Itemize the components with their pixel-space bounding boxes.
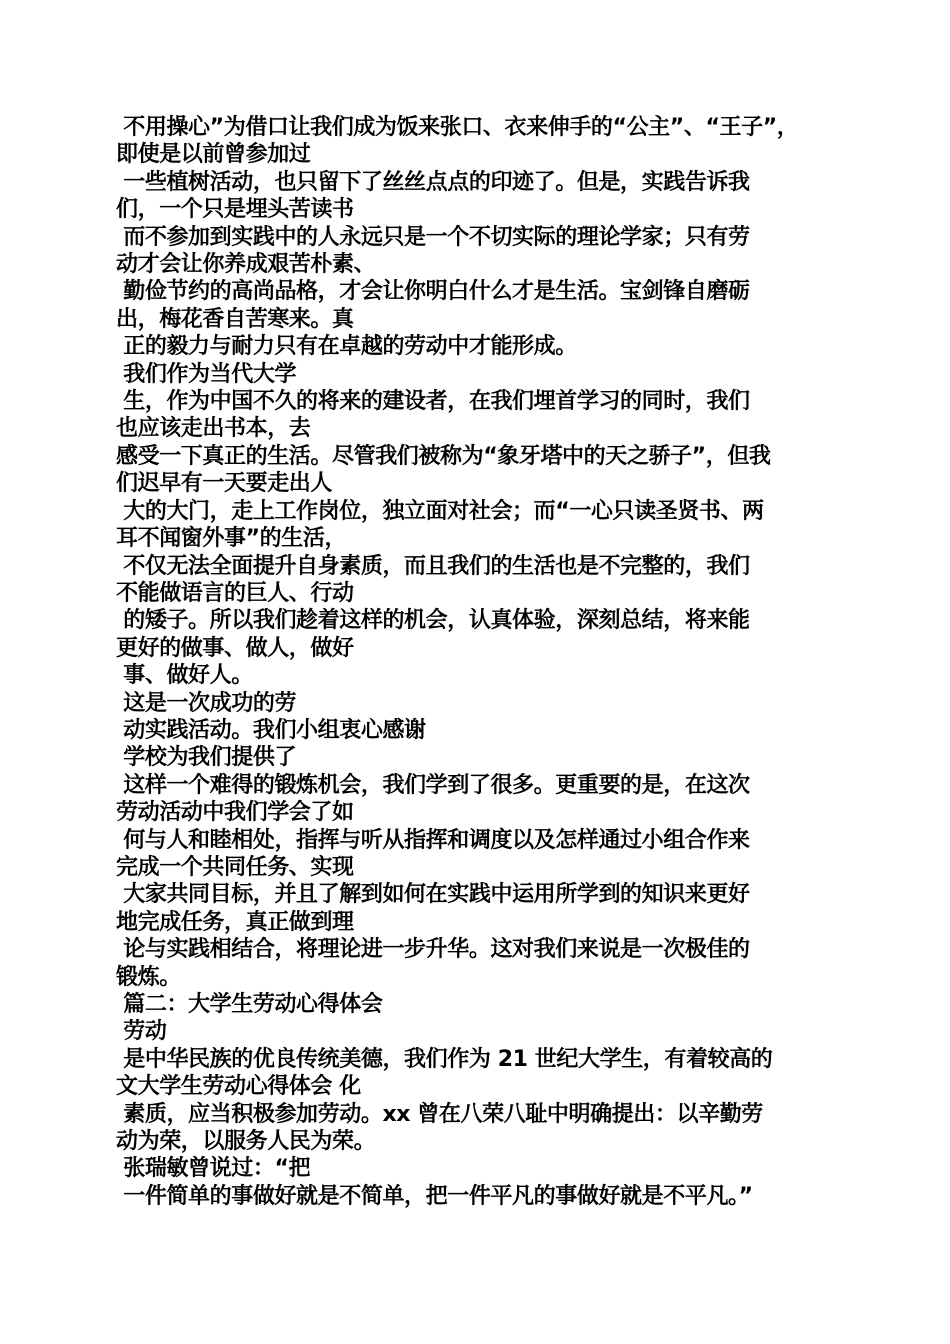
text-line: 劳动: [116, 1019, 167, 1045]
text-line: 动为荣，以服务人民为荣。: [116, 1129, 376, 1155]
text-line: 何与人和睦相处，指挥与听从指挥和调度以及怎样通过小组合作来: [116, 827, 750, 853]
text-line: 这样一个难得的锻炼机会，我们学到了很多。更重要的是，在这次: [116, 772, 750, 798]
text-line: 感受一下真正的生活。尽管我们被称为“象牙塔中的天之骄子”，但我: [116, 443, 771, 469]
section-heading: 篇二：大学生劳动心得体会: [116, 992, 383, 1017]
text-line: 是中华民族的优良传统美德，我们作为 21 世纪大学生，有着较高的: [116, 1046, 773, 1072]
text-line: 大家共同目标，并且了解到如何在实践中运用所学到的知识来更好: [116, 882, 750, 908]
document-body: [116, 114, 832, 1210]
text-line: 地完成任务，真正做到理: [116, 909, 354, 935]
text-line: 大的大门，走上工作岗位，独立面对社会；而“一心只读圣贤书、两: [116, 498, 764, 524]
text-line: 不用操心”为借口让我们成为饭来张口、衣来伸手的“公主”、“王子”，: [116, 115, 799, 140]
text-line: 一件简单的事做好就是不简单，把一件平凡的事做好就是不平凡。”: [116, 1183, 753, 1209]
text-line: 事、做好人。: [116, 663, 253, 689]
text-line: 更好的做事、做人，做好: [116, 635, 354, 661]
text-line: 完成一个共同任务、实现: [116, 854, 354, 880]
text-line: 们迟早有一天要走出人: [116, 471, 333, 497]
text-line: 动才会让你养成艰苦朴素、: [116, 252, 376, 278]
text-line: 劳动活动中我们学会了如: [116, 800, 354, 826]
text-line: 不仅无法全面提升自身素质，而且我们的生活也是不完整的，我们: [116, 553, 750, 579]
text-line: 耳不闻窗外事”的生活，: [116, 526, 347, 552]
text-line: 这是一次成功的劳: [116, 690, 297, 716]
text-line: 勤俭节约的高尚品格，才会让你明白什么才是生活。宝剑锋自磨砺: [116, 279, 750, 305]
text-line: 张瑞敏曾说过：“把: [116, 1156, 311, 1182]
text-line: 一些植树活动，也只留下了丝丝点点的印迹了。但是，实践告诉我: [116, 169, 750, 195]
text-line: 们，一个只是埋头苦读书: [116, 197, 354, 223]
text-line: 锻炼。: [116, 964, 181, 990]
text-line: 学校为我们提供了: [116, 745, 297, 771]
text-line: 的矮子。所以我们趁着这样的机会，认真体验，深刻总结，将来能: [116, 608, 750, 634]
text-line: 生，作为中国不久的将来的建设者，在我们埋首学习的同时，我们: [116, 389, 750, 415]
text-line: 动实践活动。我们小组衷心感谢: [116, 717, 426, 743]
text-line: 素质，应当积极参加劳动。xx 曾在八荣八耻中明确提出：以辛勤劳: [116, 1101, 763, 1127]
text-line: 正的毅力与耐力只有在卓越的劳动中才能形成。: [116, 334, 577, 360]
text-line: 而不参加到实践中的人永远只是一个不切实际的理论学家；只有劳: [116, 224, 750, 250]
text-line: 出，梅花香自苦寒来。真: [116, 306, 354, 332]
text-line: 论与实践相结合，将理论进一步升华。这对我们来说是一次极佳的: [116, 937, 750, 963]
text-line: 不能做语言的巨人、行动: [116, 580, 354, 606]
text-line: 即使是以前曾参加过: [116, 142, 311, 168]
text-line: 文大学生劳动心得体会 化: [116, 1074, 361, 1100]
text-line: 也应该走出书本，去: [116, 416, 311, 442]
text-line: 我们作为当代大学: [116, 361, 297, 387]
